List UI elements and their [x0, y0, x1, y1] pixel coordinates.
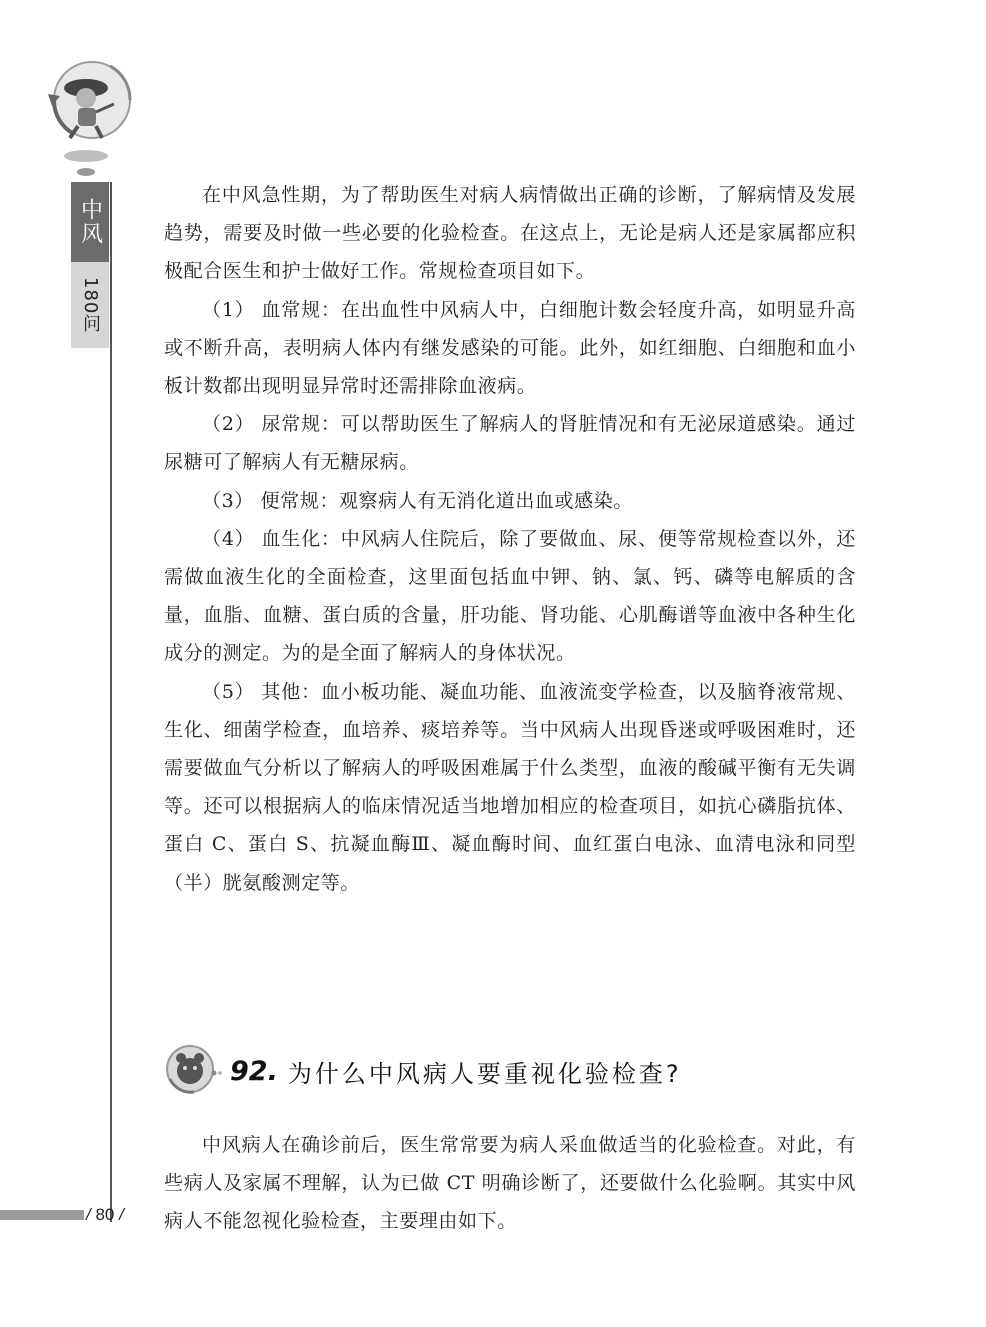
question-title: 为什么中风病人要重视化验检查?	[287, 1059, 682, 1088]
paragraph: 在中风急性期，为了帮助医生对病人病情做出正确的诊断，了解病情及发展趋势，需要及时做一些必要的化验检查。在这点上，无论是病人还是家属都应积极配合医生和护士做好工作。常规检查项目如下。	[164, 184, 856, 283]
sidebar-divider	[110, 182, 112, 1222]
paragraph: （1） 血常规：在出血性中风病人中，白细胞计数会轻度升高，如明显升高或不断升高，表明病人体内有继发感染的可能。此外，如红细胞、白细胞和血小板计数都出现明显异常时还需排除血液病。	[164, 298, 856, 398]
page-number: / 80 /	[86, 1205, 124, 1224]
paragraph: （3） 便常规：观察病人有无消化道出血或感染。	[202, 489, 633, 512]
paragraph: 中风病人在确诊前后，医生常常要为病人采血做适当的化验检查。对此，有些病人及家属不理解，认为已做 CT 明确诊断了，还要做什么化验啊。其实中风病人不能忽视化验检查，主要理由如下。	[164, 1134, 856, 1233]
chapter-tab	[71, 182, 109, 348]
section-title: 中风	[71, 182, 109, 262]
question-number: 92.	[230, 1055, 278, 1087]
cartoon-character-icon	[40, 58, 140, 188]
paragraph: （2） 尿常规：可以帮助医生了解病人的肾脏情况和有无泌尿道感染。通过尿糖可了解病人有无糖尿病。	[164, 413, 856, 474]
paragraph: （4） 血生化：中风病人住院后，除了要做血、尿、便等常规检查以外，还需做血液生化的全面检查，这里面包括血中钾、钠、氯、钙、磷等电解质的含量，血脂、血糖、蛋白质的含量，肝功能、肾功能、心肌酶谱等血液中各种生化成分的测定。为的是全面了解病人的身体状况。	[164, 527, 856, 665]
page-number-value: 80	[95, 1205, 115, 1224]
answer-text	[164, 1126, 856, 1241]
page-number-bar	[0, 1210, 84, 1220]
paragraph: （5） 其他：血小板功能、凝血功能、血液流变学检查，以及脑脊液常规、生化、细菌学检查，血培养、痰培养等。当中风病人出现昏迷或呼吸困难时，还需要做血气分析以了解病人的呼吸困难属于什么类型，血液的酸碱平衡有无失调等。还可以根据病人的临床情况适当地增加相应的检查项目，如抗心磷脂抗体、蛋白 C、蛋白 S、抗凝血酶Ⅲ、凝血酶时间、血红蛋白电泳、血清电泳和同型（半）胱氨酸测定等。	[164, 680, 856, 894]
bear-icon	[164, 1041, 224, 1101]
body-text	[164, 176, 856, 902]
section-subtitle: 180问	[71, 262, 109, 348]
question-heading	[164, 1040, 864, 1102]
